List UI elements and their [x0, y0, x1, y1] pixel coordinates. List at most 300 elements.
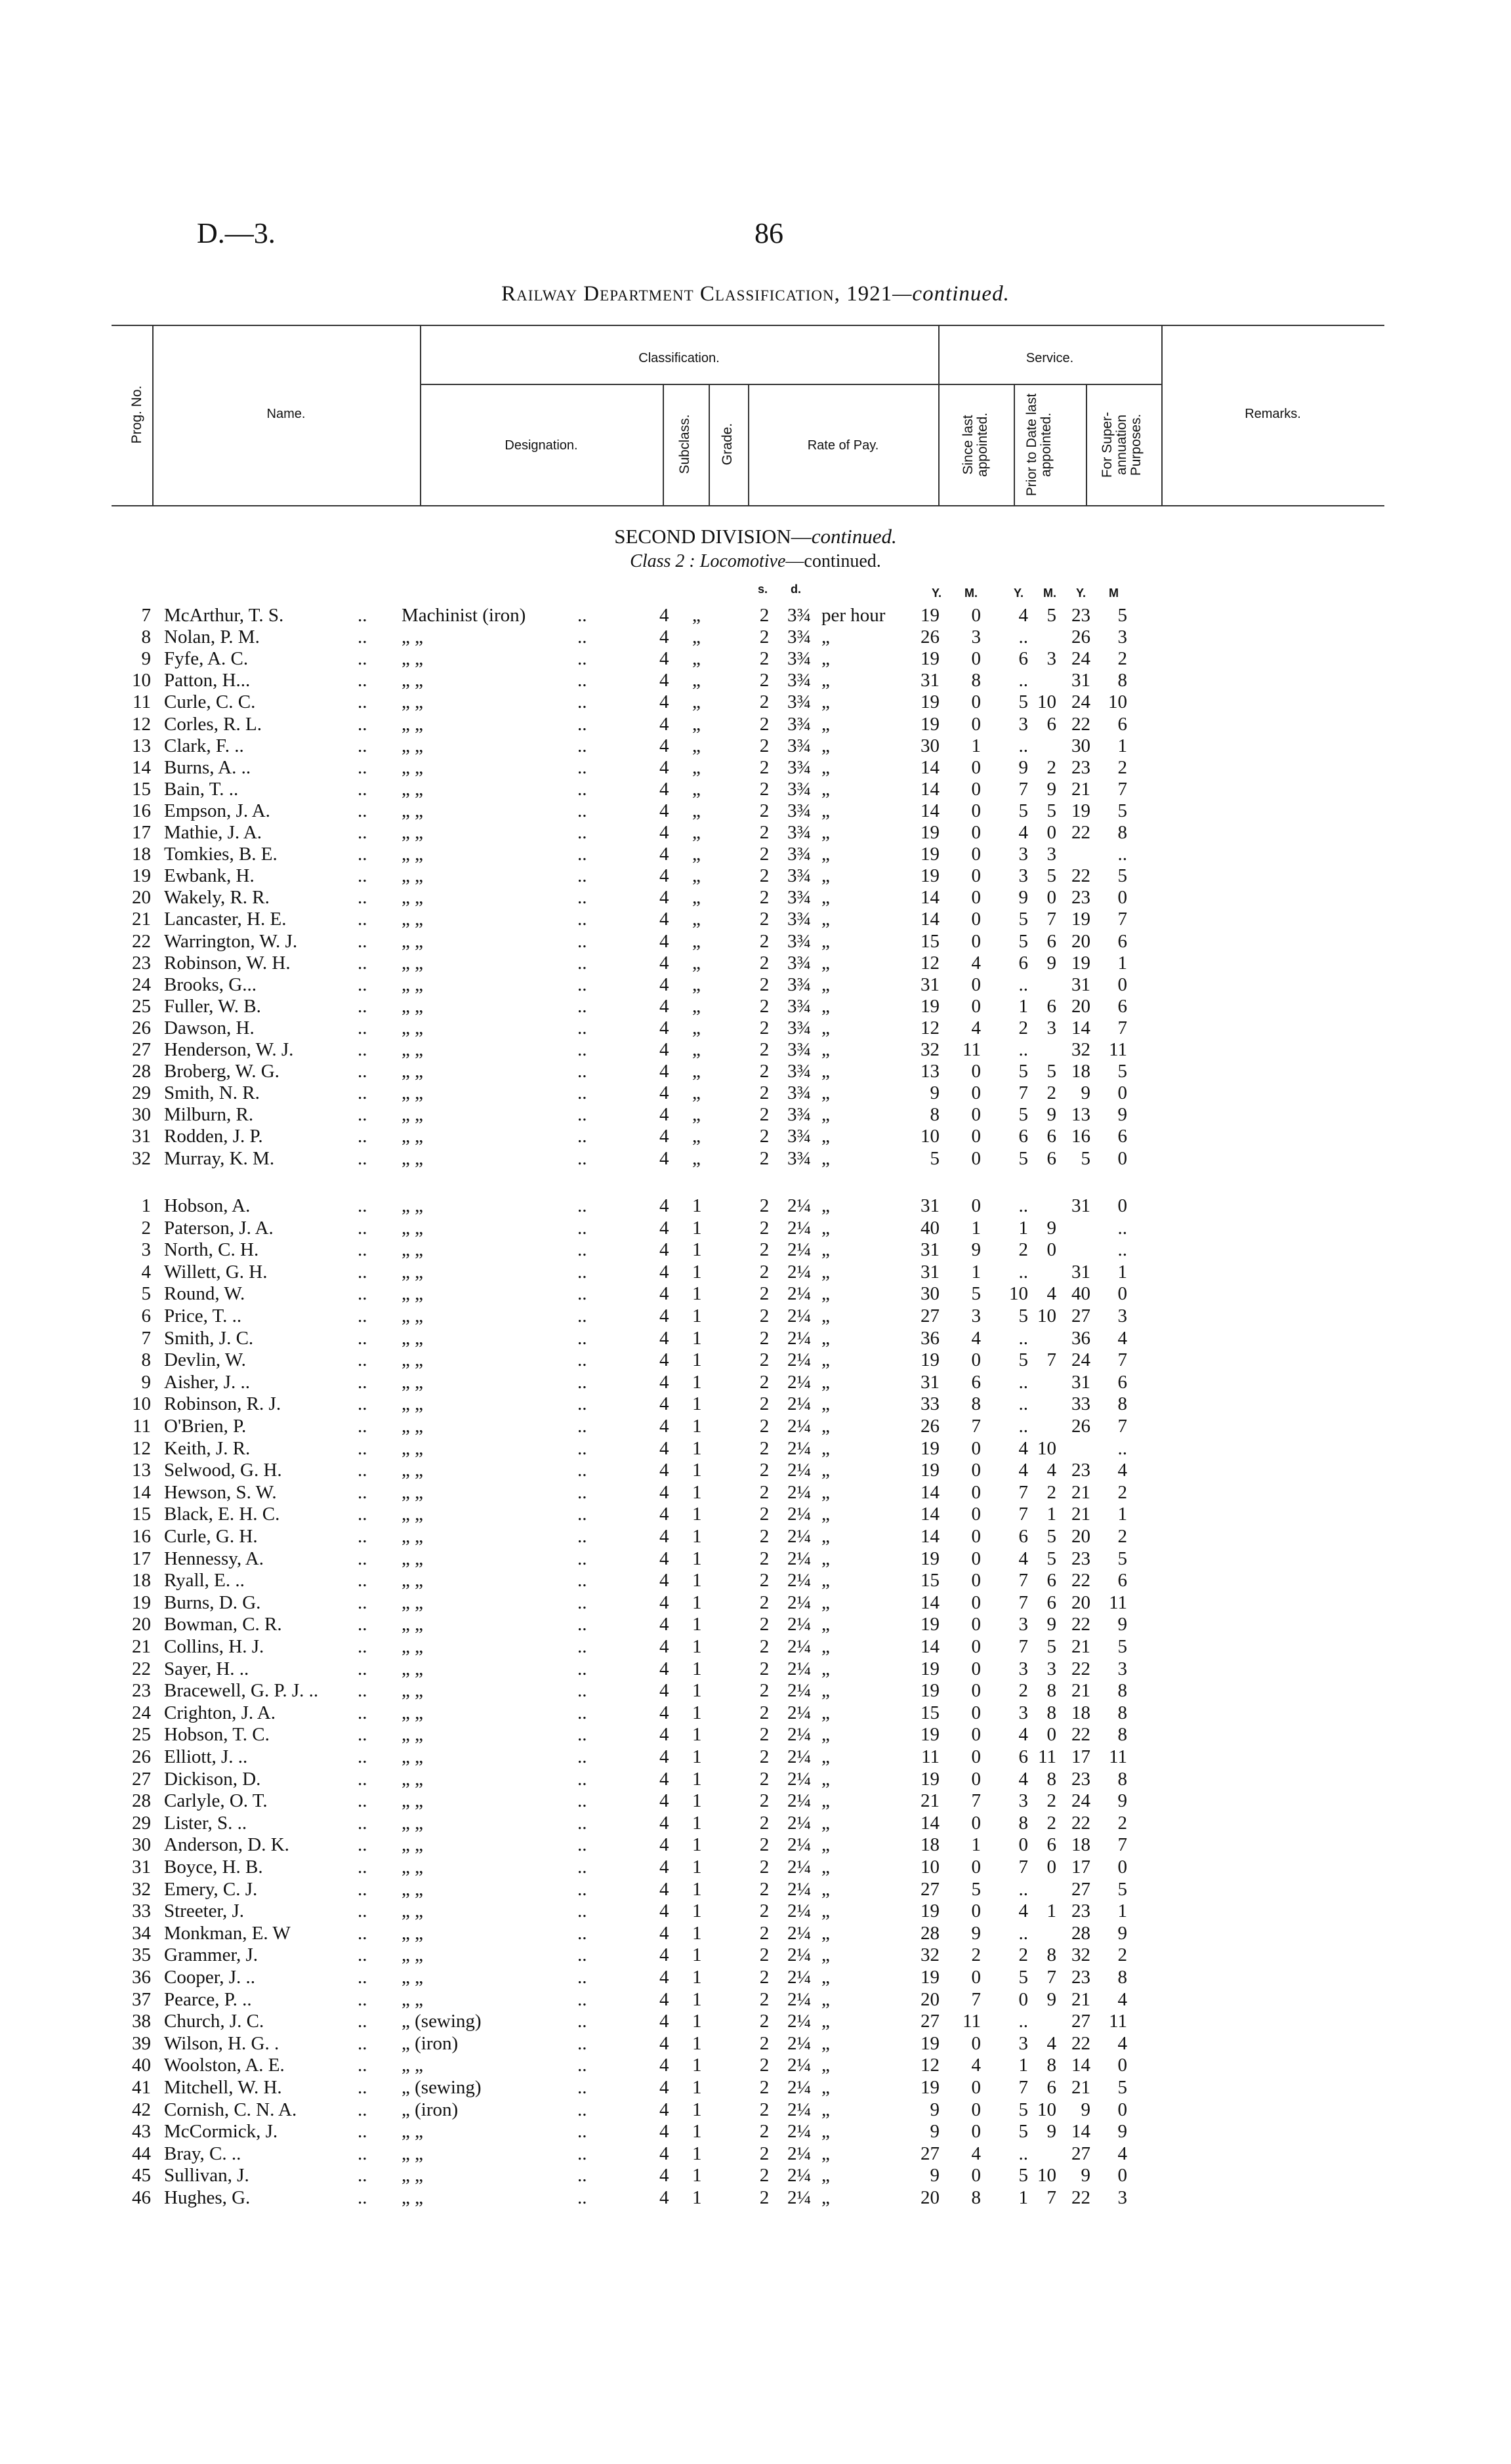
cell-name: Pearce, P. ..	[164, 1988, 252, 2010]
cell-sub: 4	[659, 1570, 669, 1591]
cell-y3: 40	[1071, 1283, 1090, 1305]
cell-d: 2¼	[787, 1944, 812, 1966]
cell-no: 24	[132, 1702, 151, 1723]
cell-grade: „	[692, 691, 701, 713]
table-row	[0, 1061, 1511, 1083]
cell-grade: 1	[692, 1349, 702, 1371]
cell-m2: 0	[1046, 887, 1056, 909]
table-row	[0, 735, 1511, 758]
cell-y2: 2	[1018, 1944, 1028, 1966]
cell-y1: 14	[921, 778, 940, 800]
cell-grade: 1	[692, 1217, 702, 1239]
cell-y1: 19	[921, 1724, 940, 1746]
cell-per: „	[821, 1526, 830, 1547]
cell-s: 2	[759, 2143, 770, 2164]
cell-s: 2	[759, 1526, 770, 1547]
cell-y3: 23	[1071, 1967, 1090, 1988]
cell-y1: 19	[921, 2077, 940, 2098]
cell-m2: 10	[1037, 1305, 1056, 1326]
leader-dots: ..	[577, 1126, 587, 1147]
table-row	[0, 953, 1511, 975]
leader-dots: ..	[358, 1591, 367, 1613]
cell-s: 2	[759, 1680, 770, 1702]
leader-dots: ..	[577, 1305, 587, 1326]
cell-name: Rodden, J. P.	[164, 1126, 263, 1147]
cell-sub: 4	[659, 1790, 669, 1812]
cell-y1: 32	[921, 1944, 940, 1966]
leader-dots: ..	[577, 1702, 587, 1723]
cell-name: Fyfe, A. C.	[164, 648, 249, 670]
cell-d: 2¼	[787, 1349, 812, 1371]
cell-desig: „ „	[402, 844, 423, 865]
cell-sub: 4	[659, 1217, 669, 1239]
cell-y1: 36	[921, 1327, 940, 1349]
cell-y2: 6	[1018, 1126, 1028, 1147]
cell-desig: „ „	[402, 1900, 423, 1922]
cell-sub: 4	[659, 1460, 669, 1481]
cell-sub: 4	[659, 1614, 669, 1635]
cell-y3: 22	[1071, 822, 1090, 843]
cell-m2: 5	[1046, 1061, 1056, 1082]
cell-d: 2¼	[787, 2121, 812, 2143]
cell-no: 19	[132, 1591, 151, 1613]
leader-dots: ..	[358, 2143, 367, 2164]
cell-desig: „ „	[402, 1104, 423, 1126]
cell-m3: 0	[1117, 2165, 1127, 2187]
cell-y2: 1	[1018, 2055, 1028, 2076]
cell-name: Lister, S. ..	[164, 1812, 247, 1834]
cell-m2: 2	[1046, 1790, 1056, 1812]
cell-no: 29	[132, 1812, 151, 1834]
table-row	[0, 779, 1511, 801]
cell-desig: „ „	[402, 1283, 423, 1305]
cell-m3: 3	[1117, 1305, 1127, 1326]
cell-d: 2¼	[787, 1812, 812, 1834]
cell-m3: 7	[1117, 1416, 1127, 1437]
cell-per: „	[821, 1039, 830, 1060]
cell-d: 2¼	[787, 1393, 812, 1415]
cell-m1: 4	[971, 2143, 981, 2164]
cell-m1: 0	[971, 1702, 981, 1723]
cell-name: Robinson, W. H.	[164, 952, 291, 974]
cell-name: Streeter, J.	[164, 1900, 245, 1922]
leader-dots: ..	[577, 1039, 587, 1060]
cell-m1: 1	[971, 1834, 981, 1856]
cell-d: 2¼	[787, 1922, 812, 1944]
leader-dots: ..	[577, 1857, 587, 1878]
leader-dots: ..	[577, 2077, 587, 2098]
cell-no: 20	[132, 1614, 151, 1635]
leader-dots: ..	[358, 1658, 367, 1679]
cell-y1: 15	[921, 1702, 940, 1723]
cell-sub: 4	[659, 2055, 669, 2076]
cell-s: 2	[759, 735, 770, 756]
cell-y1: 14	[921, 909, 940, 930]
table-row	[0, 1126, 1511, 1148]
leader-dots: ..	[358, 1614, 367, 1635]
cell-desig: „ „	[402, 1327, 423, 1349]
leader-dots: ..	[358, 1967, 367, 1988]
cell-grade: 1	[692, 1481, 702, 1503]
cell-sub: 4	[659, 1393, 669, 1415]
cell-name: Hobson, A.	[164, 1195, 251, 1216]
cell-d: 2¼	[787, 1217, 812, 1239]
leader-dots: ..	[358, 626, 367, 648]
leader-dots: ..	[358, 844, 367, 865]
cell-m3: 4	[1117, 1460, 1127, 1481]
cell-y2: 3	[1018, 865, 1028, 887]
cell-y2: ..	[1018, 1327, 1028, 1349]
cell-desig: „ „	[402, 1548, 423, 1569]
cell-d: 2¼	[787, 1658, 812, 1679]
cell-d: 2¼	[787, 1195, 812, 1216]
table-row	[0, 1923, 1511, 1945]
leader-dots: ..	[577, 1614, 587, 1635]
cell-y2: 1	[1018, 2187, 1028, 2208]
cell-no: 22	[132, 930, 151, 952]
cell-per: „	[821, 1900, 830, 1922]
cell-m1: 0	[971, 974, 981, 995]
leader-dots: ..	[358, 1834, 367, 1856]
cell-no: 25	[132, 995, 151, 1017]
cell-y2: 4	[1018, 605, 1028, 626]
cell-grade: 1	[692, 2011, 702, 2032]
cell-grade: 1	[692, 2143, 702, 2164]
cell-grade: „	[692, 995, 701, 1017]
cell-name: Round, W.	[164, 1283, 245, 1305]
cell-per: „	[821, 930, 830, 952]
cell-m2: 6	[1046, 1126, 1056, 1147]
cell-sub: 4	[659, 2121, 669, 2143]
leader-dots: ..	[577, 2099, 587, 2120]
cell-m1: 0	[971, 2099, 981, 2120]
cell-no: 26	[132, 1746, 151, 1767]
cell-m3: 6	[1117, 930, 1127, 952]
cell-name: Bowman, C. R.	[164, 1614, 282, 1635]
cell-y3: 19	[1071, 800, 1090, 821]
cell-sub: 4	[659, 2077, 669, 2098]
leader-dots: ..	[577, 1922, 587, 1944]
cell-name: Bracewell, G. P. J. ..	[164, 1680, 319, 1702]
cell-name: Anderson, D. K.	[164, 1834, 289, 1856]
cell-grade: „	[692, 735, 701, 756]
cell-name: Smith, J. C.	[164, 1327, 254, 1349]
table-row	[0, 1017, 1511, 1040]
cell-per: „	[821, 2077, 830, 2098]
cell-y3: 26	[1071, 1416, 1090, 1437]
cell-m2: 4	[1046, 1460, 1056, 1481]
leader-dots: ..	[358, 2077, 367, 2098]
cell-grade: 1	[692, 2121, 702, 2143]
cell-no: 18	[132, 1570, 151, 1591]
cell-y2: ..	[1018, 2143, 1028, 2164]
cell-desig: „ „	[402, 691, 423, 713]
cell-d: 2¼	[787, 2099, 812, 2120]
cell-y1: 19	[921, 822, 940, 843]
cell-y1: 8	[930, 1104, 940, 1126]
cell-y3: 22	[1071, 1724, 1090, 1746]
cell-m3: 5	[1117, 1878, 1127, 1900]
cell-m3: 4	[1117, 2143, 1127, 2164]
cell-per: „	[821, 1790, 830, 1812]
cell-name: Woolston, A. E.	[164, 2055, 285, 2076]
cell-y1: 28	[921, 1922, 940, 1944]
cell-no: 45	[132, 2165, 151, 2187]
cell-desig: „ „	[402, 1812, 423, 1834]
cell-s: 2	[759, 1967, 770, 1988]
cell-y3: 31	[1071, 974, 1090, 995]
cell-y2: 7	[1018, 1591, 1028, 1613]
cell-m3: 11	[1109, 1591, 1127, 1613]
cell-no: 18	[132, 844, 151, 865]
cell-grade: „	[692, 822, 701, 843]
cell-y3: 22	[1071, 1658, 1090, 1679]
leader-dots: ..	[358, 1857, 367, 1878]
leader-dots: ..	[577, 1790, 587, 1812]
cell-per: „	[821, 1878, 830, 1900]
cell-y2: 6	[1018, 952, 1028, 974]
cell-m1: 0	[971, 1195, 981, 1216]
cell-per: „	[821, 1416, 830, 1437]
leader-dots: ..	[358, 1636, 367, 1657]
cell-s: 2	[759, 952, 770, 974]
cell-d: 2¼	[787, 1481, 812, 1503]
cell-m3: 2	[1117, 1812, 1127, 1834]
cell-s: 2	[759, 2121, 770, 2143]
cell-y2: 5	[1018, 1967, 1028, 1988]
cell-y2: 0	[1018, 1988, 1028, 2010]
cell-y2: 5	[1018, 930, 1028, 952]
unit-years: Y.	[932, 586, 942, 600]
cell-grade: 1	[692, 1283, 702, 1305]
cell-y2: 3	[1018, 1658, 1028, 1679]
cell-no: 12	[132, 1437, 151, 1459]
cell-desig: „ „	[402, 670, 423, 691]
cell-desig: „ „	[402, 1371, 423, 1393]
cell-y3: 27	[1071, 1878, 1090, 1900]
cell-y2: 4	[1018, 1900, 1028, 1922]
cell-sub: 4	[659, 778, 669, 800]
leader-dots: ..	[577, 1526, 587, 1547]
cell-desig: „ „	[402, 1349, 423, 1371]
table-row	[0, 1702, 1511, 1725]
leader-dots: ..	[358, 887, 367, 909]
leader-dots: ..	[577, 1812, 587, 1834]
cell-m3: ..	[1117, 1437, 1127, 1459]
cell-s: 2	[759, 1658, 770, 1679]
leader-dots: ..	[577, 1393, 587, 1415]
cell-desig: „ (iron)	[402, 2032, 459, 2054]
leader-dots: ..	[577, 1104, 587, 1126]
cell-s: 2	[759, 1416, 770, 1437]
cell-per: „	[821, 1371, 830, 1393]
cell-d: 2¼	[787, 2011, 812, 2032]
cell-s: 2	[759, 1944, 770, 1966]
cell-grade: 1	[692, 1261, 702, 1283]
cell-desig: „ „	[402, 1570, 423, 1591]
cell-m2: 3	[1046, 648, 1056, 670]
cell-y2: 4	[1018, 1548, 1028, 1569]
leader-dots: ..	[577, 2165, 587, 2187]
cell-d: 3¾	[787, 822, 812, 843]
cell-m1: 4	[971, 1327, 981, 1349]
cell-m1: 5	[971, 1283, 981, 1305]
cell-per: „	[821, 974, 830, 995]
cell-y2: 5	[1018, 1305, 1028, 1326]
cell-d: 3¾	[787, 974, 812, 995]
cell-y1: 12	[921, 1017, 940, 1038]
cell-y3: 22	[1071, 1570, 1090, 1591]
table-row	[0, 1570, 1511, 1592]
cell-desig: „ „	[402, 713, 423, 735]
cell-s: 2	[759, 2055, 770, 2076]
leader-dots: ..	[577, 909, 587, 930]
cell-y3: 20	[1071, 1526, 1090, 1547]
cell-m3: 0	[1117, 2055, 1127, 2076]
cell-y1: 20	[921, 1988, 940, 2010]
leader-dots: ..	[577, 1481, 587, 1503]
leader-dots: ..	[358, 1416, 367, 1437]
cell-s: 2	[759, 1239, 770, 1261]
cell-no: 41	[132, 2077, 151, 2098]
cell-m3: 3	[1117, 1658, 1127, 1679]
cell-per: „	[821, 735, 830, 756]
leader-dots: ..	[358, 2121, 367, 2143]
cell-per: „	[821, 1570, 830, 1591]
cell-sub: 4	[659, 1812, 669, 1834]
leader-dots: ..	[358, 1239, 367, 1261]
leader-dots: ..	[358, 670, 367, 691]
leader-dots: ..	[358, 1147, 367, 1169]
leader-dots: ..	[577, 1239, 587, 1261]
cell-per: „	[821, 909, 830, 930]
cell-y1: 14	[921, 1481, 940, 1503]
cell-desig: „ „	[402, 1261, 423, 1283]
cell-desig: „ „	[402, 1658, 423, 1679]
cell-y3: 22	[1071, 2187, 1090, 2208]
cell-y2: ..	[1018, 1195, 1028, 1216]
table-row	[0, 757, 1511, 779]
table-row	[0, 1416, 1511, 1438]
cell-m3: 6	[1117, 1570, 1127, 1591]
cell-d: 3¾	[787, 1039, 812, 1060]
cell-desig: „ (iron)	[402, 2099, 459, 2120]
cell-m3: 5	[1117, 1061, 1127, 1082]
cell-y3: 21	[1071, 1504, 1090, 1525]
cell-desig: „ „	[402, 778, 423, 800]
leader-dots: ..	[358, 735, 367, 756]
cell-y1: 14	[921, 1526, 940, 1547]
cell-grade: 1	[692, 1526, 702, 1547]
cell-y1: 31	[921, 974, 940, 995]
table-row	[0, 1614, 1511, 1636]
cell-sub: 4	[659, 952, 669, 974]
cell-grade: 1	[692, 1967, 702, 1988]
cell-m1: 0	[971, 1857, 981, 1878]
cell-m1: 0	[971, 909, 981, 930]
cell-per: „	[821, 1857, 830, 1878]
cell-name: Keith, J. R.	[164, 1437, 251, 1459]
unit-pence: d.	[791, 583, 801, 596]
cell-m1: 8	[971, 1393, 981, 1415]
cell-y2: 6	[1018, 1746, 1028, 1767]
cell-d: 2¼	[787, 1504, 812, 1525]
cell-m3: 5	[1117, 800, 1127, 821]
leader-dots: ..	[358, 1437, 367, 1459]
cell-per: „	[821, 1591, 830, 1613]
cell-y1: 14	[921, 1591, 940, 1613]
table-row	[0, 1504, 1511, 1526]
unit-months: M.	[1043, 586, 1056, 600]
cell-y3: 19	[1071, 952, 1090, 974]
cell-grade: „	[692, 626, 701, 648]
table-row	[0, 1944, 1511, 1967]
cell-y2: 7	[1018, 1082, 1028, 1104]
cell-name: Hewson, S. W.	[164, 1481, 277, 1503]
cell-y1: 33	[921, 1393, 940, 1415]
cell-m1: 0	[971, 605, 981, 626]
cell-desig: „ „	[402, 887, 423, 909]
cell-d: 2¼	[787, 1437, 812, 1459]
cell-y3: 14	[1071, 2121, 1090, 2143]
table-row	[0, 2143, 1511, 2166]
cell-m3: 5	[1117, 1548, 1127, 1569]
cell-m1: 7	[971, 1416, 981, 1437]
table-row	[0, 1082, 1511, 1105]
cell-m1: 11	[962, 1039, 981, 1060]
leader-dots: ..	[358, 1724, 367, 1746]
cell-y1: 12	[921, 952, 940, 974]
cell-m3: 8	[1117, 670, 1127, 691]
cell-per: „	[821, 1126, 830, 1147]
cell-s: 2	[759, 2187, 770, 2208]
cell-no: 2	[141, 1217, 151, 1239]
cell-sub: 4	[659, 865, 669, 887]
cell-d: 2¼	[787, 1261, 812, 1283]
cell-per: „	[821, 1147, 830, 1169]
table-row	[0, 1104, 1511, 1126]
cell-m2: 2	[1046, 1481, 1056, 1503]
cell-y2: ..	[1018, 735, 1028, 756]
leader-dots: ..	[577, 1658, 587, 1679]
cell-d: 3¾	[787, 1061, 812, 1082]
cell-name: Grammer, J.	[164, 1944, 258, 1966]
cell-s: 2	[759, 1702, 770, 1723]
cell-s: 2	[759, 2099, 770, 2120]
cell-m2: 6	[1046, 930, 1056, 952]
cell-s: 2	[759, 1061, 770, 1082]
cell-y1: 19	[921, 1349, 940, 1371]
table-row	[0, 1636, 1511, 1658]
cell-m2: 5	[1046, 605, 1056, 626]
cell-d: 2¼	[787, 2187, 812, 2208]
cell-no: 30	[132, 1104, 151, 1126]
cell-m2: 9	[1046, 778, 1056, 800]
cell-desig: „ „	[402, 1082, 423, 1104]
cell-per: „	[821, 1195, 830, 1216]
cell-per: „	[821, 713, 830, 735]
cell-desig: „ „	[402, 930, 423, 952]
cell-s: 2	[759, 1371, 770, 1393]
cell-per: „	[821, 1504, 830, 1525]
cell-name: Hughes, G.	[164, 2187, 251, 2208]
cell-per: „	[821, 952, 830, 974]
leader-dots: ..	[358, 1768, 367, 1790]
cell-sub: 4	[659, 756, 669, 778]
table-row	[0, 1548, 1511, 1571]
cell-y2: 7	[1018, 778, 1028, 800]
cell-y1: 5	[930, 1147, 940, 1169]
